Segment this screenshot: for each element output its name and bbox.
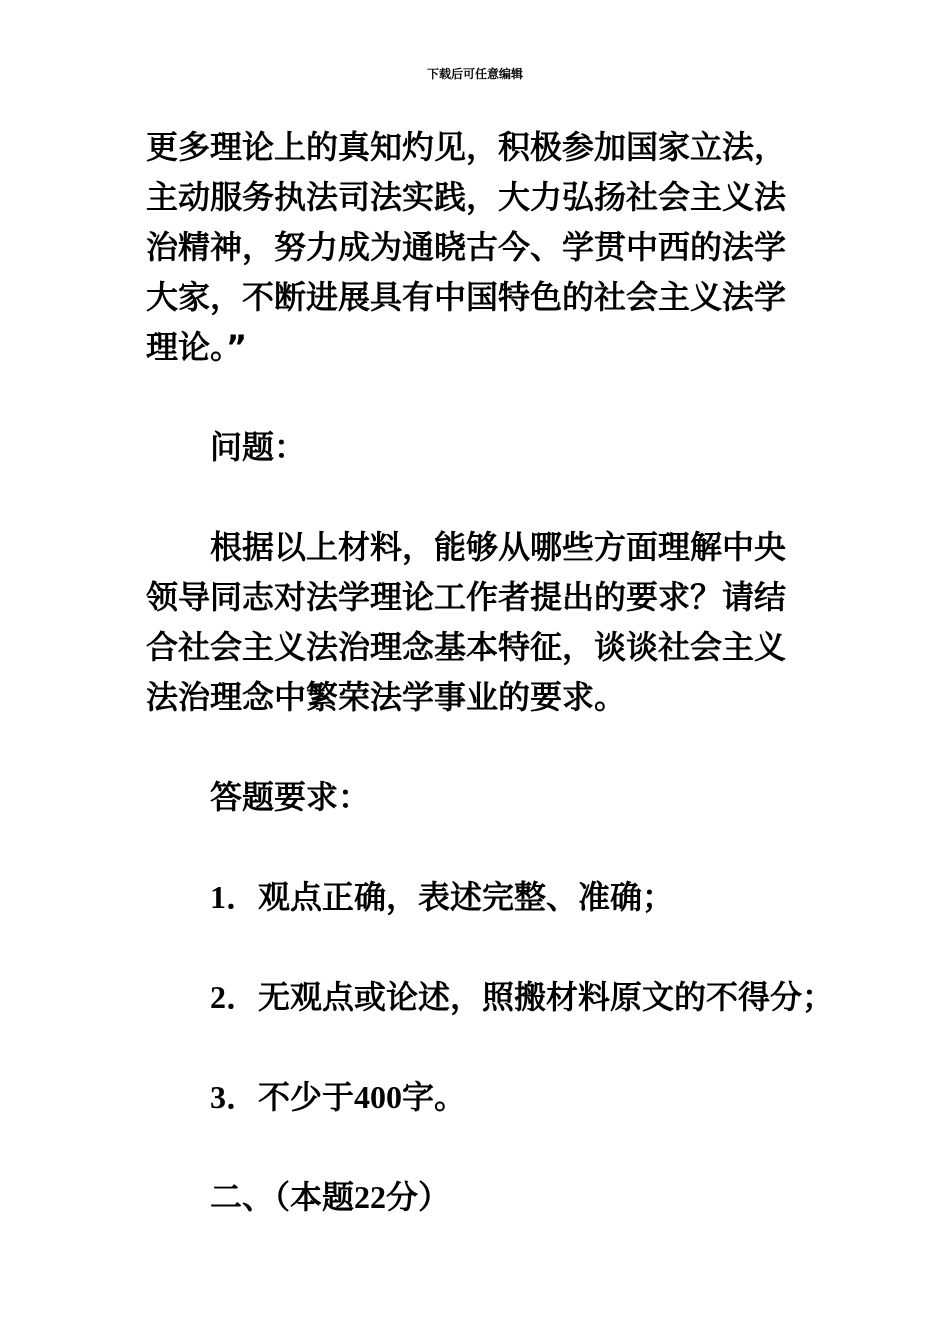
requirement-item	[210, 972, 880, 1022]
text-line: 更多理论上的真知灼见，积极参加国家立法，	[146, 128, 787, 166]
requirement-item	[210, 1072, 880, 1122]
text-line: 领导同志对法学理论工作者提出的要求？请结	[146, 578, 787, 616]
item-text: 无观点或论述，照搬材料原文的不得分；	[258, 978, 835, 1016]
text-line: 理论。”	[146, 328, 248, 366]
text-line: 治精神，努力成为通晓古今、学贯中西的法学	[146, 228, 787, 266]
page-header-note: 下载后可任意编辑	[426, 67, 523, 81]
item-number: 1．	[210, 879, 259, 915]
text-line: 合社会主义法治理念基本特征，谈谈社会主义	[146, 628, 787, 666]
item-text: 字。	[402, 1078, 467, 1116]
question-label: 问题：	[210, 428, 307, 466]
section-prefix: 二、（本题	[210, 1178, 355, 1216]
item-text: 不少于	[258, 1078, 355, 1116]
item-number: 3．	[210, 1079, 259, 1115]
text-line: 大家，不断进展具有中国特色的社会主义法学	[146, 278, 787, 316]
section-heading	[210, 1172, 880, 1222]
section-score: 22	[354, 1179, 387, 1215]
text-line: 法治理念中繁荣法学事业的要求。	[146, 678, 627, 716]
material-paragraph	[146, 122, 816, 372]
section-suffix: 分）	[386, 1178, 451, 1216]
text-line: 根据以上材料，能够从哪些方面理解中央	[210, 528, 787, 566]
item-text: 观点正确，表述完整、准确；	[258, 878, 675, 916]
requirements-label: 答题要求：	[210, 778, 371, 816]
item-number: 2．	[210, 979, 259, 1015]
word-count-value: 400	[354, 1079, 403, 1115]
question-paragraph	[146, 522, 816, 722]
requirement-item	[210, 872, 880, 922]
text-line: 主动服务执法司法实践，大力弘扬社会主义法	[146, 178, 787, 216]
